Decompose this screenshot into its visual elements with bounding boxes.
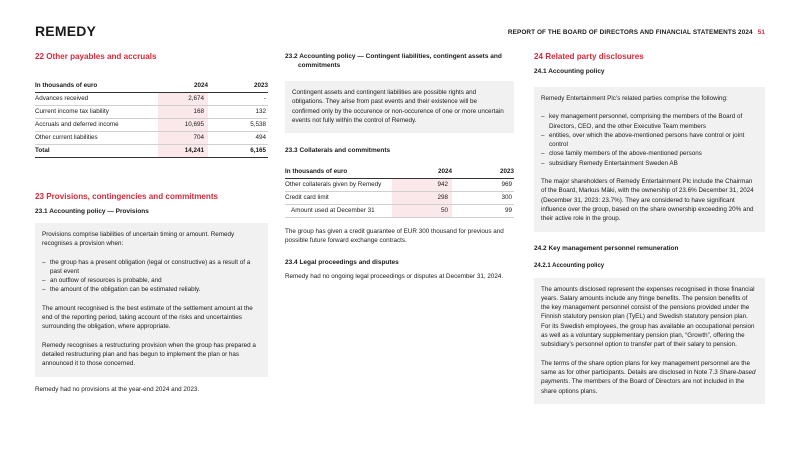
value-2024: 298 bbox=[392, 192, 452, 205]
section-23-4-title: 23.4 Legal proceedings and disputes bbox=[285, 258, 399, 266]
remedy-logo: REMEDY bbox=[35, 23, 97, 39]
bullet-item: – the amount of the obligation can be estimated reliably. bbox=[42, 285, 260, 294]
table-header-row bbox=[285, 166, 514, 179]
table-header-row bbox=[35, 80, 268, 93]
section-22-title: 22 Other payables and accruals bbox=[35, 52, 157, 61]
row-label: Current income tax liability bbox=[35, 106, 158, 119]
column-header: 2024 bbox=[392, 166, 452, 179]
section-23-2-title: 23.2 Accounting policy — Contingent liabilities, contingent assets and commitments bbox=[285, 53, 502, 69]
row-label: Amount used at December 31 bbox=[285, 205, 392, 218]
bullet-item: – subsidiary Remedy Entertainment Sweden AB bbox=[541, 159, 757, 168]
value-2023: 99 bbox=[452, 205, 514, 218]
column-right bbox=[534, 52, 765, 404]
table-other-payables bbox=[35, 80, 268, 158]
report-header bbox=[508, 29, 765, 36]
paragraph: Remedy had no ongoing legal proceedings or disputes at December 31, 2024. bbox=[285, 272, 504, 280]
table-collaterals bbox=[285, 166, 514, 218]
value-2024: 704 bbox=[158, 132, 208, 145]
section-23-title: 23 Provisions, contingencies and commitments bbox=[35, 192, 219, 201]
section-24-1-title: 24.1 Accounting policy bbox=[534, 68, 605, 75]
table-row bbox=[285, 192, 514, 205]
bullet-item: – close family members of the above-mentioned persons bbox=[541, 149, 757, 158]
paragraph: The amounts disclosed represent the expenses recognised in those financial years. Salary amounts include any fringe benefits. The pension benefits of the key management personnel consist of the pensions provided under the Finnish statutory pension plan (TyEL) and Swedish statutory pension plan. For its Swedish employees, the group has available an occupational pension as well as a voluntary supplementary pension plan, “Growth”, offering the subsidiary’s personnel option to transfer part of their salary to pension. bbox=[541, 285, 755, 349]
paragraph: The amount recognised is the best estimate of the settlement amount at the end of the reporting period, taking account of the risks and uncertainties surrounding the obligation, where appropriate. bbox=[42, 304, 253, 331]
paragraph: Remedy recognises a restructuring provision when the group has prepared a detailed restructuring plan and has begun to implement the plan or has announced it to those concerned. bbox=[42, 341, 256, 368]
paragraph: The group has given a credit guarantee of EUR 300 thousand for previous and possible future forward exchange contracts. bbox=[285, 228, 504, 245]
paragraph bbox=[541, 359, 757, 396]
remuneration-policy-box bbox=[534, 278, 765, 404]
row-label: Credit card limit bbox=[285, 192, 392, 205]
column-header: In thousands of euro bbox=[285, 166, 392, 179]
bullet-item: – the group has a present obligation (legal or constructive) as a result of a past event bbox=[42, 258, 260, 277]
page-number: 51 bbox=[757, 29, 765, 36]
text-run: The terms of the share option plans for key management personnel are the same as for other participants. Details are disclosed in Note 7.3 bbox=[541, 359, 750, 376]
row-label: Accruals and deferred income bbox=[35, 119, 158, 132]
value-2024: 50 bbox=[392, 205, 452, 218]
paragraph: The major shareholders of Remedy Entertainment Plc include the Chairman of the Board, Markus Mäki, with the ownership of 23.6% December 31, 2024 (December 31, 2023: 23.7%). They are considered to have significant influence over the group, based on the share ownership exceeding 20% and their active role in the group. bbox=[541, 178, 754, 223]
table-total-row bbox=[35, 145, 268, 158]
table-row bbox=[285, 205, 514, 218]
value-2023: 494 bbox=[208, 132, 268, 145]
column-header: 2024 bbox=[158, 80, 208, 93]
bullet-item: – key management personnel, comprising the members of the Board of Directors, CEO, and the other Executive Team members bbox=[541, 112, 757, 131]
section-24-title: 24 Related party disclosures bbox=[534, 52, 644, 61]
value-2023: 969 bbox=[452, 179, 514, 192]
bullet-item: – an outflow of resources is probable, and bbox=[42, 276, 260, 285]
value-2023: - bbox=[208, 93, 268, 106]
table-row bbox=[35, 93, 268, 106]
section-24-2-1-title: 24.2.1 Accounting policy bbox=[534, 262, 605, 269]
section-23-3-title: 23.3 Collaterals and commitments bbox=[285, 147, 391, 155]
bullet-item: – entities, over which the above-mentioned persons have control or joint control bbox=[541, 131, 757, 150]
column-header: 2023 bbox=[452, 166, 514, 179]
column-middle bbox=[285, 52, 514, 281]
related-parties-box bbox=[534, 87, 765, 232]
paragraph: Provisions comprise liabilities of uncertain timing or amount. Remedy recognises a provision when: bbox=[42, 231, 235, 248]
value-2024: 2,674 bbox=[158, 93, 208, 106]
value-2023: 6,165 bbox=[208, 145, 268, 158]
value-2024: 10,695 bbox=[158, 119, 208, 132]
provisions-policy-box bbox=[35, 223, 268, 377]
row-label: Advances received bbox=[35, 93, 158, 106]
column-header: In thousands of euro bbox=[35, 80, 158, 93]
text-run: . The members of the Board of Directors are not included in the share options plans. bbox=[541, 378, 745, 395]
section-23-1-title: 23.1 Accounting policy — Provisions bbox=[35, 208, 149, 215]
table-row bbox=[35, 106, 268, 119]
row-label: Other current liabilities bbox=[35, 132, 158, 145]
report-title: REPORT OF THE BOARD OF DIRECTORS AND FINANCIAL STATEMENTS 2024 bbox=[507, 29, 753, 36]
value-2024: 14,241 bbox=[158, 145, 208, 158]
contingent-policy-box bbox=[285, 81, 514, 133]
row-label: Other collaterals given by Remedy bbox=[285, 179, 392, 192]
italic-reference: Share-based payments bbox=[541, 368, 756, 386]
table-row bbox=[285, 179, 514, 192]
table-row bbox=[35, 132, 268, 145]
column-left bbox=[35, 52, 268, 394]
row-label: Total bbox=[35, 145, 158, 158]
value-2023: 132 bbox=[208, 106, 268, 119]
table-row bbox=[35, 119, 268, 132]
column-header: 2023 bbox=[208, 80, 268, 93]
section-24-2-title: 24.2 Key management personnel remuneration bbox=[534, 244, 679, 252]
value-2024: 168 bbox=[158, 106, 208, 119]
value-2023: 300 bbox=[452, 192, 514, 205]
paragraph: Remedy had no provisions at the year-end 2024 and 2023. bbox=[35, 385, 200, 393]
paragraph: Remedy Entertainment Plc’s related parties comprise the following: bbox=[541, 95, 728, 102]
value-2023: 5,538 bbox=[208, 119, 268, 132]
value-2024: 942 bbox=[392, 179, 452, 192]
paragraph: Contingent assets and contingent liabilities are possible rights and obligations. They arise from past events and their existence will be confirmed only by the occurence or non-occurence of one or more uncertain events not fully within the control of Remedy. bbox=[292, 89, 504, 124]
